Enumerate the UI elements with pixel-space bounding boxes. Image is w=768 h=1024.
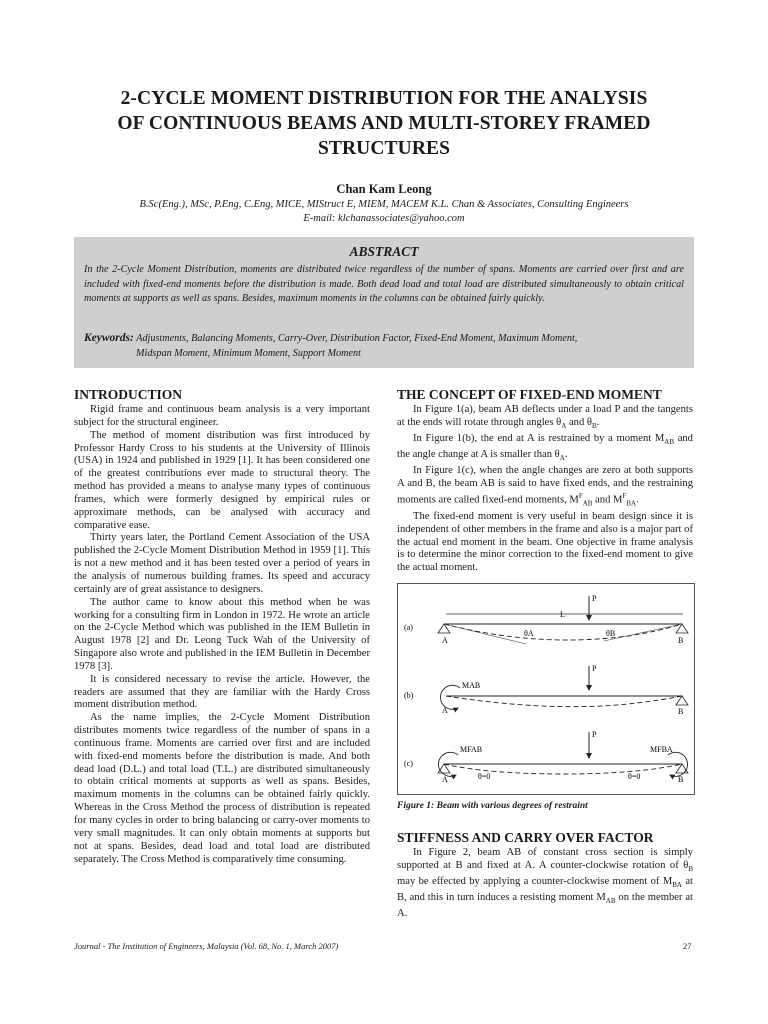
stiffness-paragraph [397, 847, 693, 921]
text-run: In Figure 2, beam AB of constant cross section is simply supported at B and fixed at A. A counter-clockwise rotation of θ [397, 847, 693, 871]
intro-paragraph: As the name implies, the 2-Cycle Moment Distribution distributes moments twice regardless of the number of spans in a continuous frame. Moments are carried over first and are included with fixed-end moments before the distribution is made. And both dead load (D.L.) and total load (T.L.) are distributed simultaneously to obtain critical moments at supports as well as spans. Besides, maximum moments in the columns can be obtained fairly quickly. Whereas in the Cross Method the process of distribution is repeated for many cycles in order to bring balancing or carry-over moments to very small magnitudes. It can only obtain moments at supports but not at spans. Besides, dead load and total load are distributed separately. The Cross Method is comparatively time consuming. [74, 712, 370, 865]
node-b-label: B [678, 775, 684, 785]
text-run: on the member at A. [397, 891, 694, 919]
superscript: F [622, 492, 627, 501]
superscript: F [578, 492, 583, 501]
subscript: AB [664, 437, 675, 446]
fixed-end-heading: THE CONCEPT OF FIXED-END MOMENT [397, 387, 662, 402]
fixed-end-paragraph [397, 465, 693, 511]
title-line-1: 2-CYCLE MOMENT DISTRIBUTION FOR THE ANALYSIS [120, 88, 648, 109]
theta-a-label: θA [524, 629, 534, 639]
keywords-line-1: Adjustments, Balancing Moments, Carry-Over, Distribution Factor, Fixed-End Moment, Maximum Moment, [136, 333, 578, 344]
node-a-label: A [442, 636, 448, 646]
text-run: In Figure 1(c), when the angle changes are zero at both supports A and B, the beam AB is said to have fixed ends, and the restraining moments are called fixed-end moments, M [397, 464, 693, 506]
text-run: . [636, 494, 639, 506]
text-run: . [596, 416, 600, 428]
load-label-a: P [592, 594, 597, 604]
intro-paragraph: The author came to know about this method when he was working for a consulting firm in London in 1972. He wrote an article on the 2-Cycle Method which was published in the IEM Bulletin in August 1978 [2] and Dr. Leong Tuck Wah of the University of Singapore also wrote and published in the IEM Bulletin in December 1978 [3]. [74, 596, 370, 672]
figure-1-diagram [398, 584, 694, 794]
subscript: B [591, 421, 597, 430]
fixed-end-paragraph: The fixed-end moment is very useful in beam design since it is independent of other members in the frame and also is a major part of the actual end moment in the beam. One objective in frame analysis is to determine the minor correction to the fixed-end moment to give the actual moment. [397, 510, 693, 574]
figure-label-a: (a) [404, 623, 413, 633]
title-line-3: STRUCTURES [317, 138, 451, 159]
moment-fab-label: MFAB [460, 745, 483, 755]
keywords-line-2: Midspan Moment, Minimum Moment, Support Moment [136, 347, 361, 359]
subscript: B [688, 865, 693, 874]
figure-label-b: (b) [404, 691, 414, 701]
text-run: In Figure 1(b), the end at A is restrained by a moment M [413, 432, 665, 444]
text-run: and the angle change at A is smaller than θ [397, 432, 693, 460]
zero-angle-label-a: θ=0 [478, 772, 491, 782]
node-a-label: A [442, 706, 448, 716]
intro-paragraph: Thirty years later, the Portland Cement Association of the USA published the 2-Cycle Moment Distribution Method in 1959 [1]. This is not a new method and it has been tested over a period of years in the analysis of numerous building frames. Its speed and accuracy certainly are of great assistance to designers. [74, 532, 370, 595]
abstract-heading: ABSTRACT [349, 244, 419, 259]
deflected-shape-b [446, 696, 682, 707]
text-run: at B, and this in turn induces a resisting moment M [397, 875, 693, 903]
subscript: BA [672, 881, 682, 889]
node-b-label: B [678, 707, 684, 717]
theta-b-label: θB [606, 629, 616, 639]
subscript: A [559, 453, 565, 462]
introduction-heading: INTRODUCTION [74, 387, 183, 402]
author-email: E-mail: klchanassociates@yahoo.com [303, 213, 465, 224]
stiffness-heading: STIFFNESS AND CARRY OVER FACTOR [397, 830, 654, 846]
intro-paragraph: The method of moment distribution was first introduced by Professor Hardy Cross to his students at the University of Illinois (USA) in 1924 and published in 1929 [1]. It has been considered one of the greatest contributions ever made to structural theory. The method has provided a means to analyse many types of continuous frames, which were formerly designed by empirical rules or approximate methods, can be analysed with accuracy and comparative ease. [74, 429, 370, 531]
text-run: and θ [566, 416, 592, 428]
load-label-c: P [592, 730, 597, 740]
subscript: AB [605, 896, 616, 905]
moment-fba-label: MFBA [650, 745, 673, 755]
tangent-a [444, 624, 526, 644]
span-label: L [560, 610, 565, 620]
figure-1 [397, 583, 695, 795]
node-b-label: B [678, 636, 684, 646]
right-column [397, 386, 693, 921]
page-number: 27 [683, 941, 692, 951]
figure-label-c: (c) [404, 759, 413, 769]
node-a-label: A [442, 775, 448, 785]
fixed-end-paragraph [397, 433, 693, 465]
figure-1-caption: Figure 1: Beam with various degrees of restraint [397, 801, 588, 812]
tangent-b [604, 624, 682, 641]
load-label-b: P [592, 664, 597, 674]
keywords-label: Keywords: [84, 332, 134, 344]
keywords [84, 331, 684, 361]
text-run: may be effected by applying a counter-clockwise moment of M [397, 875, 673, 887]
moment-ab-label: MAB [462, 681, 481, 691]
intro-paragraph: It is considered necessary to revise the article. However, the readers are assumed that they are familiar with the Hardy Cross moment distribution method. [74, 673, 370, 711]
abstract-text: In the 2-Cycle Moment Distribution, moments are distributed twice regardless of the number of spans. Moments are carried over first and are included with fixed-end moments before the distribution is made. Both dead load and total load are distributed simultaneously to obtain critical moments at supports as well as spans. Besides, maximum moments in the columns can be obtained fairly quickly. [84, 264, 684, 305]
pin-support-b2 [676, 696, 688, 705]
author-qualifications: B.Sc(Eng.), MSc, P.Eng, C.Eng, MICE, MIStruct E, MIEM, MACEM K.L. Chan & Associates, Consulting Engineers [139, 199, 629, 210]
intro-paragraph: Rigid frame and continuous beam analysis is a very important subject for the structural engineer. [74, 404, 370, 428]
zero-angle-label-b: θ=0 [628, 772, 641, 782]
author-name: Chan Kam Leong [336, 182, 432, 196]
text-run: and M [592, 494, 623, 506]
text-run: In Figure 1(a), beam AB deflects under a load P and the tangents at the ends will rotate through angles θ [397, 404, 693, 428]
fixed-end-paragraph [397, 404, 693, 433]
paper-title [60, 86, 708, 161]
subscript: A [561, 421, 567, 430]
abstract-box [74, 237, 694, 368]
footer-journal: Journal - The Institution of Engineers, Malaysia (Vol. 68, No. 1, March 2007) [74, 941, 339, 951]
title-line-2: OF CONTINUOUS BEAMS AND MULTI-STOREY FRAMED [117, 113, 651, 134]
left-column [74, 386, 370, 866]
text-run: . [564, 448, 568, 460]
subscript: AB [582, 500, 593, 509]
subscript: BA [626, 500, 637, 509]
